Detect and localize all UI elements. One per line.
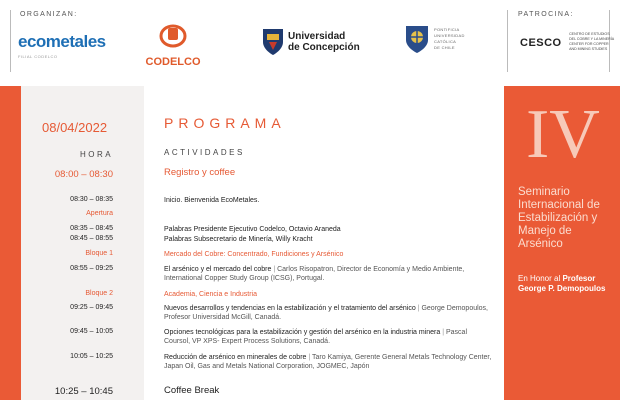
ecometales-logo — [18, 32, 106, 59]
talk-coursol: Opciones tecnológicas para la estabilización y gestión del arsénico en la industria minera | Pascal Coursol, VP XPS- Expert Process Solutions, Canadá. — [164, 329, 468, 345]
talk-title: Reducción de arsénico en minerales de cobre — [164, 354, 307, 361]
shield-icon — [262, 28, 284, 56]
apertura-label: Apertura — [86, 210, 113, 217]
time-0800: 08:00 – 08:30 — [54, 169, 113, 180]
udec-line2: de Concepción — [288, 42, 360, 53]
udec-logo — [262, 28, 360, 56]
header — [0, 0, 620, 86]
cesco-l3: CENTER FOR COPPER — [569, 42, 609, 46]
bloque2-label: Bloque 2 — [85, 290, 113, 297]
cesco-name: CESCO — [520, 37, 562, 50]
puc-line4: DE CHILE — [434, 45, 455, 50]
time-0945: 09:45 – 10:05 — [70, 328, 113, 335]
seminar-line: Estabilización y — [518, 212, 598, 224]
bloque1-title: Mercado del Cobre: Concentrado, Fundiciones y Arsénico — [164, 251, 344, 258]
actividades-header: ACTIVIDADES — [164, 148, 245, 157]
time-1025: 10:25 – 10:45 — [54, 386, 113, 397]
talk-speaker: Pascal Coursol, VP XPS- Expert Process Solutions, Canadá. — [164, 329, 468, 345]
cesco-l4: AND MINING STUDIES — [569, 47, 608, 51]
event-date: 08/04/2022 — [42, 120, 108, 135]
time-0835: 08:35 – 08:45 — [70, 225, 113, 232]
ecometales-name: ecometales — [18, 32, 106, 51]
bloque2-title: Academia, Ciencia e Industria — [164, 291, 257, 298]
time-0925: 09:25 – 09:45 — [70, 304, 113, 311]
honor-title: Profesor — [562, 274, 596, 283]
patrocina-label: PATROCINA: — [518, 11, 574, 18]
seminar-line: Arsénico — [518, 238, 563, 250]
talk-speaker: Carlos Risopatron, Director de Economía y Medio Ambiente, International Copper Study Group (ICSG), Portugal. — [164, 266, 465, 282]
talk-title: Opciones tecnológicas para la estabilización y gestión del arsénico en la industria minera — [164, 329, 441, 336]
activity-registro: Registro y coffee — [164, 167, 236, 178]
talk-demopoulos: Nuevos desarrollos y tendencias en la estabilización y el tratamiento del arsénico | George Demopoulos, Profesor Universidad McGill, Canadá. — [164, 305, 489, 321]
talk-title: Nuevos desarrollos y tendencias en la estabilización y el tratamiento del arsénico — [164, 305, 416, 312]
puc-line3: CATÓLICA — [434, 39, 457, 44]
codelco-icon — [159, 24, 187, 48]
divider — [10, 10, 11, 72]
talk-speaker: George Demopoulos, Profesor Universidad McGill, Canadá. — [164, 305, 489, 321]
honoree-name: George P. Demopoulos — [518, 284, 606, 293]
time-1005: 10:05 – 10:25 — [70, 353, 113, 360]
codelco-name: CODELCO — [145, 56, 201, 68]
ecometales-sub: FILIAL CODELCO — [18, 54, 58, 59]
cesco-logo — [520, 32, 614, 52]
seminar-panel — [504, 86, 620, 400]
bloque1-label: Bloque 1 — [85, 250, 113, 257]
honor-prefix: En Honor al — [518, 274, 563, 283]
seminar-title — [518, 186, 600, 251]
cesco-l1: CENTRO DE ESTUDIOS — [569, 32, 610, 36]
activity-subsecretario: Palabras Subsecretario de Minería, Willy Kracht — [164, 236, 313, 243]
hora-header: HORA — [80, 150, 114, 159]
seminar-line: Internacional de — [518, 199, 600, 211]
honor-text — [518, 274, 605, 294]
left-accent-bar — [0, 86, 21, 400]
divider — [507, 10, 508, 72]
page-title: PROGRAMA — [164, 115, 286, 131]
puc-line2: UNIVERSIDAD — [434, 33, 465, 38]
organizan-label: ORGANIZAN: — [20, 11, 78, 18]
puc-line1: PONTIFICIA — [434, 27, 460, 32]
cesco-l2: DEL COBRE Y LA MINERÍA — [569, 37, 615, 41]
activity-presidente: Palabras Presidente Ejecutivo Codelco, Octavio Araneda — [164, 226, 341, 233]
activity-inicio: Inicio. Bienvenida EcoMetales. — [164, 197, 260, 204]
talk-kamiya: Reducción de arsénico en minerales de cobre | Taro Kamiya, Gerente General Metals Technology Center, Japan Oil, Gas and Metals National Corporation, JOGMEC, Japón — [164, 354, 492, 370]
time-0830: 08:30 – 08:35 — [70, 196, 113, 203]
udec-line1: Universidad — [288, 31, 346, 42]
crest-icon — [404, 24, 430, 54]
codelco-logo — [143, 24, 203, 68]
talk-speaker: Taro Kamiya, Gerente General Metals Technology Center, Japan Oil, Gas and Metals National Corporation, JOGMEC, Japón — [164, 354, 492, 370]
talk-arsenico-mercado: El arsénico y el mercado del cobre | Carlos Risopatron, Director de Economía y Medio Ambiente, International Copper Study Group (ICSG), Portugal. — [164, 266, 465, 282]
coffee-break: Coffee Break — [164, 385, 220, 396]
time-0855: 08:55 – 09:25 — [70, 265, 113, 272]
seminar-line: Seminario — [518, 186, 570, 198]
puc-logo — [404, 24, 465, 54]
seminar-line: Manejo de — [518, 225, 572, 237]
talk-title: El arsénico y el mercado del cobre — [164, 266, 272, 273]
time-0845: 08:45 – 08:55 — [70, 235, 113, 242]
edition-numeral: IV — [526, 96, 600, 173]
